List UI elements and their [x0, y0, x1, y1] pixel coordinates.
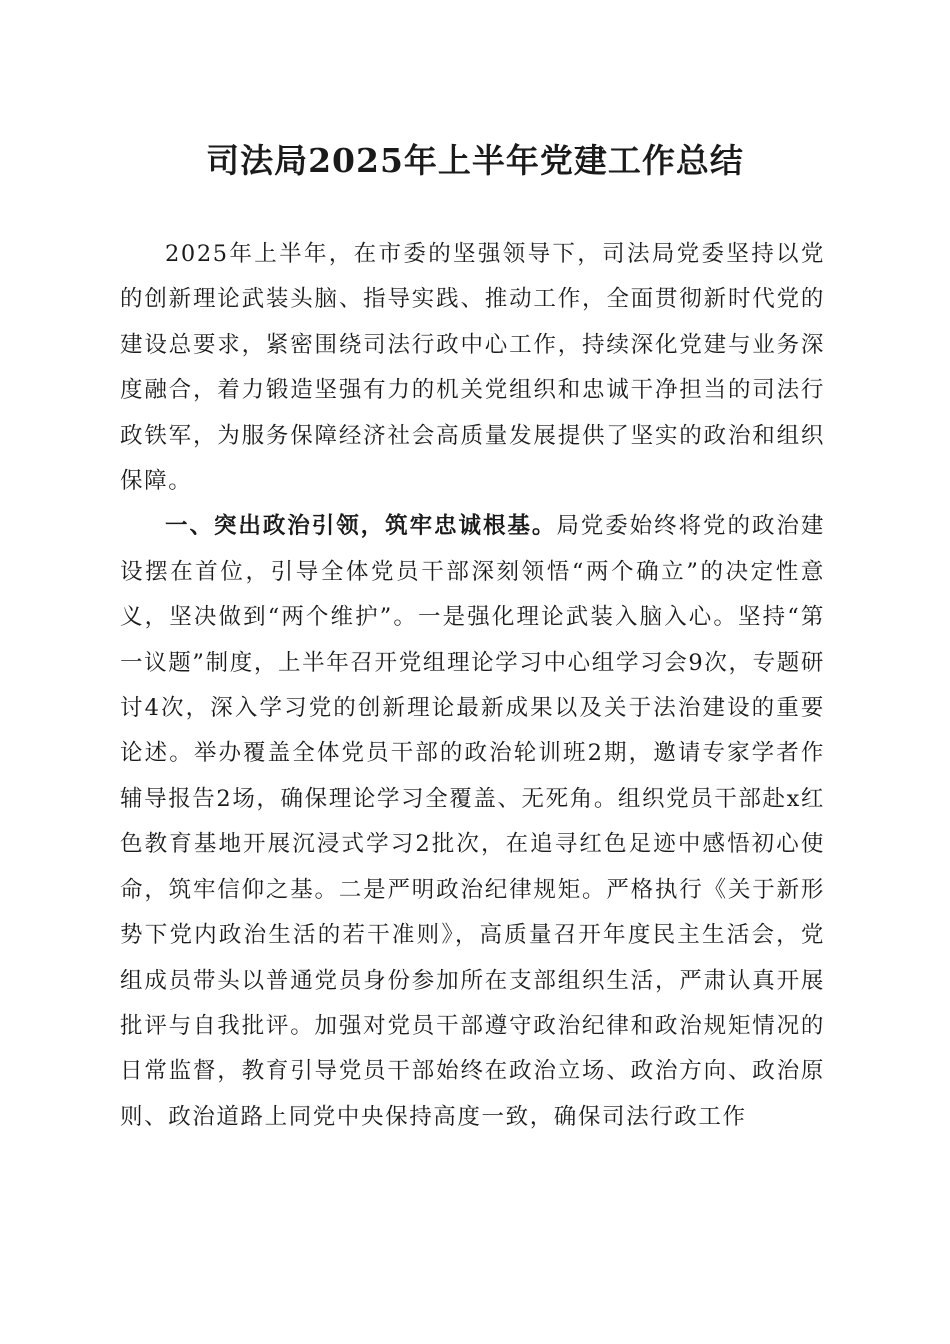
section-1-heading: 一、突出政治引领，筑牢忠诚根基。: [165, 513, 557, 540]
section-1-paragraph: [120, 504, 825, 1140]
document-body: [120, 232, 825, 1140]
section-1-body: 局党委始终将党的政治建设摆在首位，引导全体党员干部深刻领悟“两个确立”的决定性意义，坚决做到“两个维护”。一是强化理论武装入脑入心。坚持“第一议题”制度，上半年召开党组理论学习中心组学习会9次，专题研讨4次，深入学习党的创新理论最新成果以及关于法治建设的重要论述。举办覆盖全体党员干部的政治轮训班2期，邀请专家学者作辅导报告2场，确保理论学习全覆盖、无死角。组织党员干部赴x红色教育基地开展沉浸式学习2批次，在追寻红色足迹中感悟初心使命，筑牢信仰之基。二是严明政治纪律规矩。严格执行《关于新形势下党内政治生活的若干准则》，高质量召开年度民主生活会，党组成员带头以普通党员身份参加所在支部组织生活，严肃认真开展批评与自我批评。加强对党员干部遵守政治纪律和政治规矩情况的日常监督，教育引导党员干部始终在政治立场、政治方向、政治原则、政治道路上同党中央保持高度一致，确保司法行政工作: [120, 513, 826, 1130]
document-title: 司法局2025年上半年党建工作总结: [206, 141, 744, 180]
intro-paragraph: 2025年上半年，在市委的坚强领导下，司法局党委坚持以党的创新理论武装头脑、指导实践、推动工作，全面贯彻新时代党的建设总要求，紧密围绕司法行政中心工作，持续深化党建与业务深度融合，着力锻造坚强有力的机关党组织和忠诚干净担当的司法行政铁军，为服务保障经济社会高质量发展提供了坚实的政治和组织保障。: [120, 241, 825, 495]
